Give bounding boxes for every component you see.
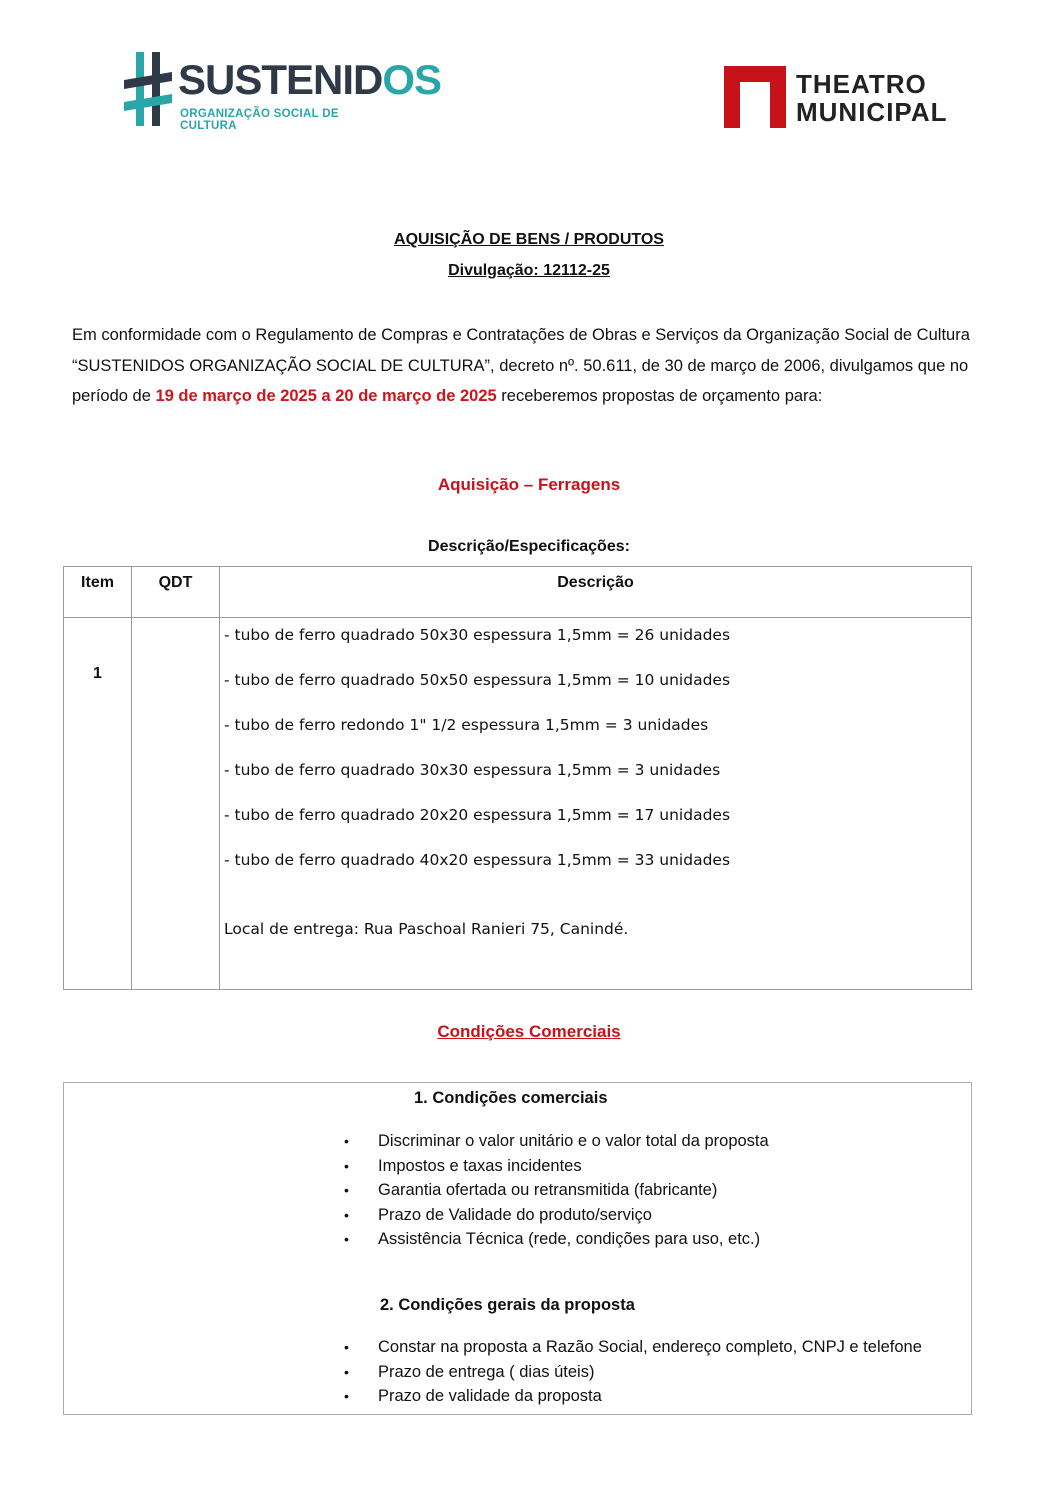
item-qdt <box>132 618 220 990</box>
section-title: Aquisição – Ferragens <box>437 475 621 494</box>
proposal-period: 19 de março de 2025 a 20 de março de 2025 <box>155 387 497 405</box>
description-line: - tubo de ferro quadrado 20x20 espessura 1,5mm = 17 unidades <box>224 806 731 824</box>
sustenidos-wordmark: SUSTENIDOS <box>178 56 442 103</box>
table-row <box>64 618 972 990</box>
item-description <box>220 618 972 990</box>
description-line: - tubo de ferro redondo 1" 1/2 espessura 1,5mm = 3 unidades <box>224 716 709 734</box>
list-item: • Prazo de entrega ( dias úteis) <box>344 1360 922 1385</box>
commercial-conditions-title: Condições Comerciais <box>437 1022 621 1041</box>
description-line: - tubo de ferro quadrado 40x20 espessura 1,5mm = 33 unidades <box>224 851 731 869</box>
description-line: - tubo de ferro quadrado 30x30 espessura 1,5mm = 3 unidades <box>224 761 721 779</box>
intro-paragraph: Em conformidade com o Regulamento de Compras e Contratações de Obras e Serviços da Organização Social de Cultura “SUSTENIDOS ORGANIZAÇÃO SOCIAL DE CULTURA”, decreto nº. 50.611, de 30 de março de 2006, divulgamos que no período de 19 de março de 2025 a 20 de março de 2025 receberemos propostas de orçamento para: <box>72 326 970 405</box>
item-number: 1 <box>64 618 132 990</box>
conditions-list-1 <box>344 1129 769 1252</box>
theatro-municipal-logo <box>724 62 964 132</box>
sustenidos-logo <box>124 50 442 132</box>
hashtag-icon <box>124 50 172 128</box>
sustenidos-tagline: ORGANIZAÇÃO SOCIAL DE CULTURA <box>180 108 339 132</box>
description-line: - tubo de ferro quadrado 50x30 espessura 1,5mm = 26 unidades <box>224 626 731 644</box>
header-qdt: QDT <box>132 567 220 618</box>
conditions-heading-1: 1. Condições comerciais <box>414 1089 608 1107</box>
header-description: Descrição <box>220 567 972 618</box>
list-item: • Prazo de validade da proposta <box>344 1384 922 1409</box>
list-item: • Constar na proposta a Razão Social, endereço completo, CNPJ e telefone <box>344 1335 922 1360</box>
list-item: • Discriminar o valor unitário e o valor total da proposta <box>344 1129 769 1154</box>
list-item: • Assistência Técnica (rede, condições para uso, etc.) <box>344 1227 769 1252</box>
conditions-heading-2: 2. Condições gerais da proposta <box>380 1296 635 1314</box>
theatro-municipal-wordmark: THEATRO MUNICIPAL <box>796 69 948 127</box>
description-line: - tubo de ferro quadrado 50x50 espessura 1,5mm = 10 unidades <box>224 671 731 689</box>
document-title: AQUISIÇÃO DE BENS / PRODUTOS <box>394 231 664 248</box>
conditions-list-2 <box>344 1335 922 1409</box>
list-item: • Garantia ofertada ou retransmitida (fabricante) <box>344 1178 769 1203</box>
theatre-arch-icon <box>724 66 786 128</box>
items-table <box>63 566 972 990</box>
list-item: • Impostos e taxas incidentes <box>344 1154 769 1179</box>
delivery-location: Local de entrega: Rua Paschoal Ranieri 75, Canindé. <box>224 920 629 938</box>
table-header-row <box>64 567 972 618</box>
description-label: Descrição/Especificações: <box>428 538 630 555</box>
disclosure-number: Divulgação: 12112-25 <box>448 262 610 279</box>
conditions-box <box>63 1082 972 1415</box>
header-item: Item <box>64 567 132 618</box>
list-item: • Prazo de Validade do produto/serviço <box>344 1203 769 1228</box>
